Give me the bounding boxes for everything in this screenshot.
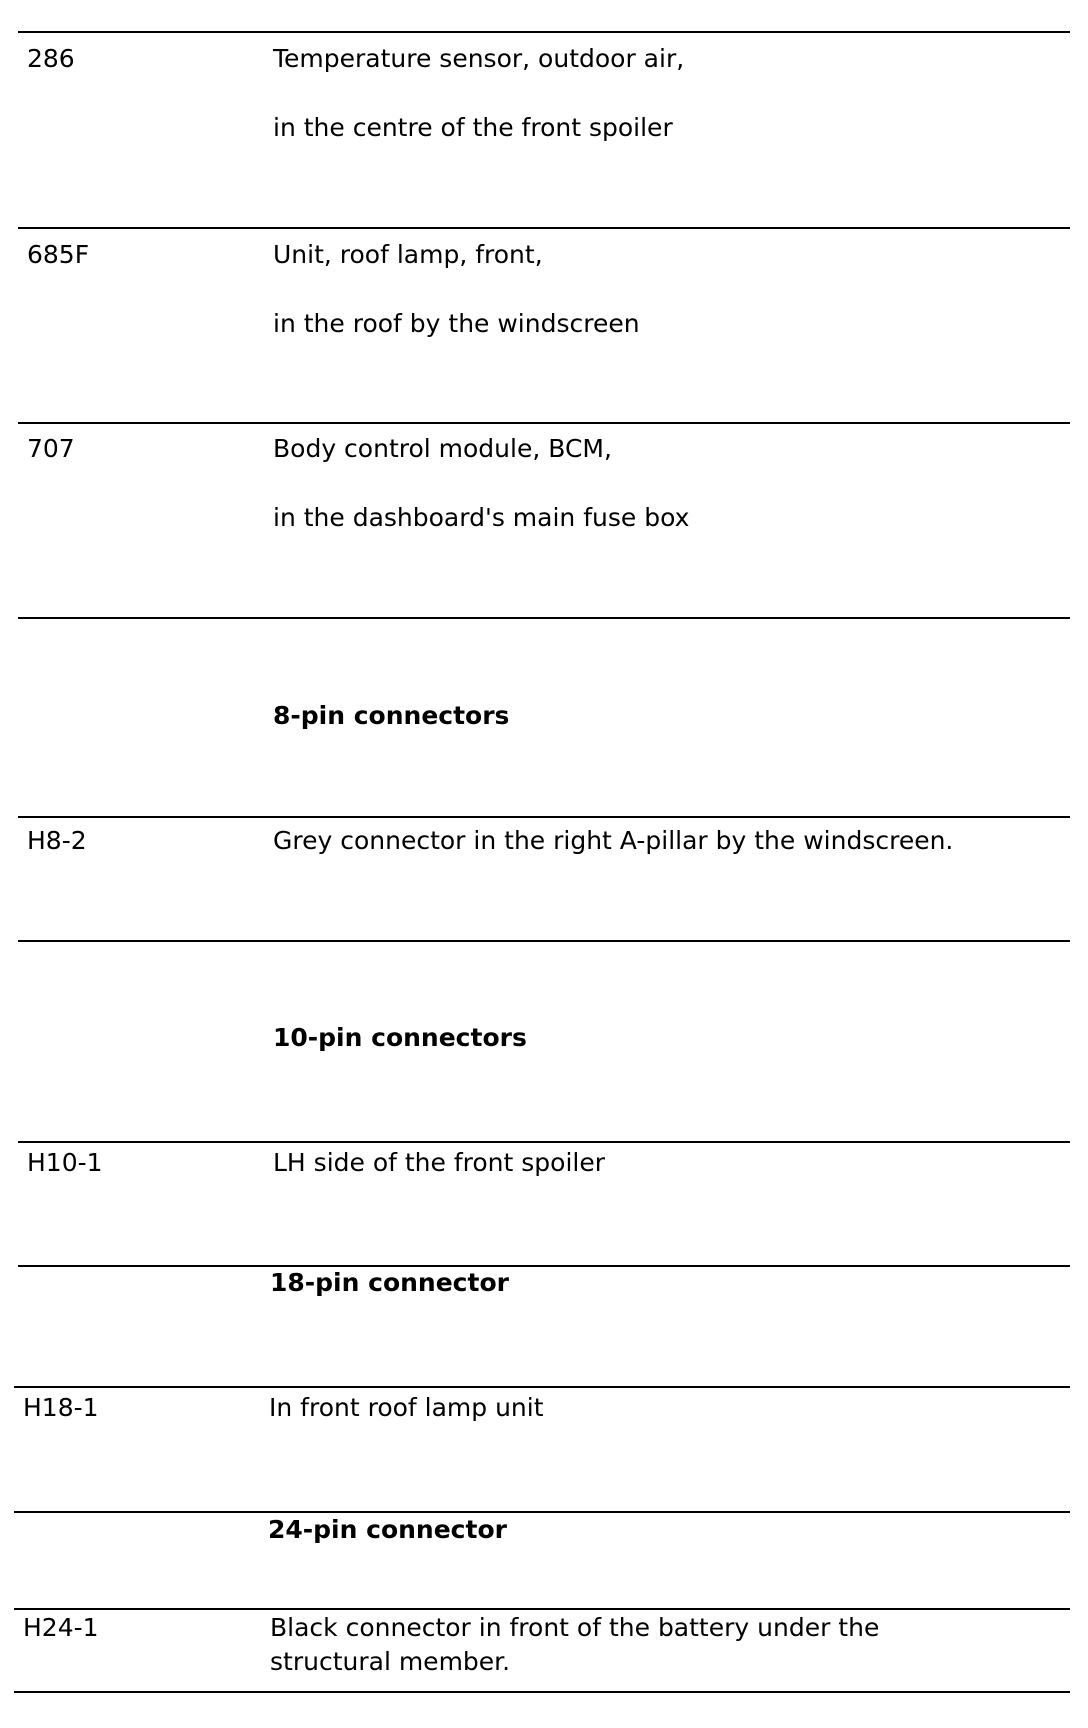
row-divider: [14, 1691, 1070, 1693]
component-location: in the centre of the front spoiler: [273, 113, 673, 142]
component-code: 685F: [27, 240, 90, 269]
connector-description: In front roof lamp unit: [269, 1393, 544, 1422]
row-divider: [18, 422, 1070, 424]
row-divider: [18, 1141, 1070, 1143]
section-heading-18-pin: 18-pin connector: [270, 1268, 509, 1297]
component-description: Unit, roof lamp, front,: [273, 240, 543, 269]
connector-code: H10-1: [27, 1148, 103, 1177]
connector-description: Grey connector in the right A-pillar by the windscreen.: [273, 826, 954, 855]
connector-code: H24-1: [23, 1613, 99, 1642]
row-divider: [14, 1511, 1070, 1513]
section-heading-10-pin: 10-pin connectors: [273, 1023, 527, 1052]
row-divider: [14, 1386, 1070, 1388]
connector-description: LH side of the front spoiler: [273, 1148, 606, 1177]
connector-description: Black connector in front of the battery under the: [270, 1613, 880, 1642]
row-divider: [18, 31, 1070, 33]
component-code: 707: [27, 434, 75, 463]
component-description: Temperature sensor, outdoor air,: [273, 44, 685, 73]
connector-code: H18-1: [23, 1393, 99, 1422]
component-description: Body control module, BCM,: [273, 434, 612, 463]
row-divider: [18, 227, 1070, 229]
component-location: in the roof by the windscreen: [273, 309, 640, 338]
component-code: 286: [27, 44, 75, 73]
row-divider: [18, 617, 1070, 619]
section-heading-24-pin: 24-pin connector: [268, 1515, 507, 1544]
row-divider: [14, 1608, 1070, 1610]
row-divider: [18, 1265, 1070, 1267]
connector-description-continued: structural member.: [270, 1647, 511, 1676]
row-divider: [18, 940, 1070, 942]
row-divider: [18, 816, 1070, 818]
connector-code: H8-2: [27, 826, 87, 855]
component-location: in the dashboard's main fuse box: [273, 503, 690, 532]
section-heading-8-pin: 8-pin connectors: [273, 701, 510, 730]
